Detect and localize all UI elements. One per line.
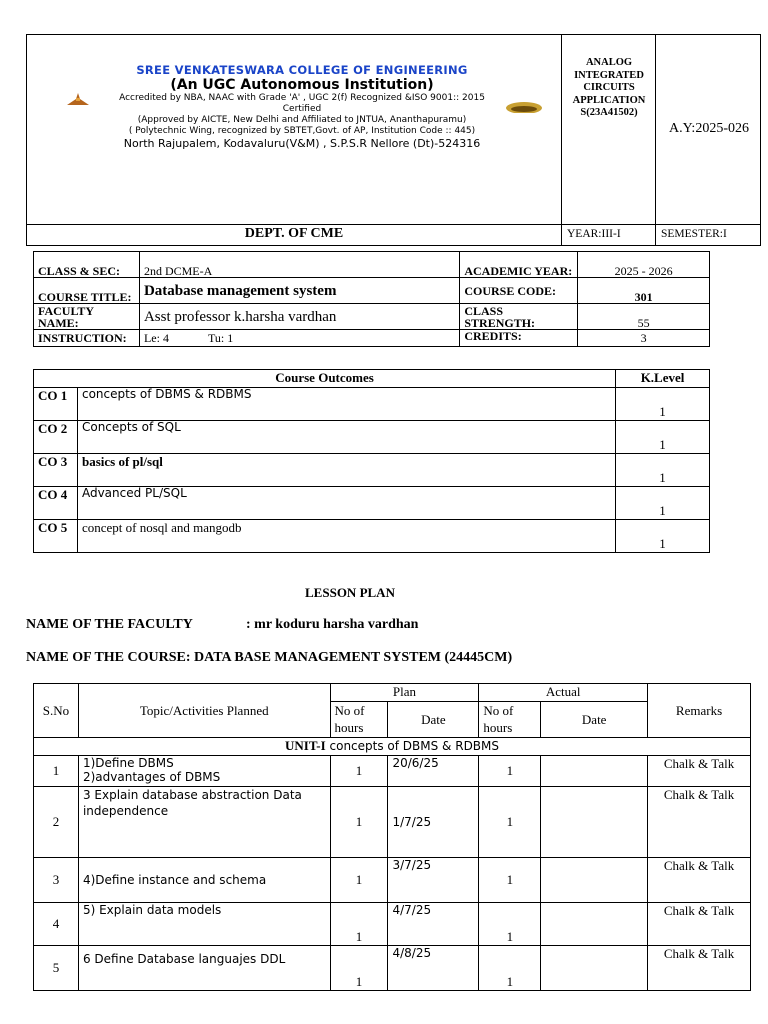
outcome-text: concepts of DBMS & RDBMS <box>77 388 615 421</box>
row-topic: 1)Define DBMS 2)advantages of DBMS <box>78 756 330 787</box>
outcome-text: Concepts of SQL <box>77 421 615 454</box>
table-row <box>34 756 751 787</box>
faculty-line-value: : mr koduru harsha vardhan <box>246 617 419 632</box>
row-topic: 3 Explain database abstraction Data independence <box>78 787 330 858</box>
outcome-level: 1 <box>616 454 710 487</box>
outcome-code: CO 5 <box>34 520 78 553</box>
accreditation: Accredited by NBA, NAAC with Grade 'A' , UGC 2(f) Recognized &ISO 9001:: 2015 Certified <box>119 93 485 114</box>
row-actual-hours: 1 <box>479 787 541 858</box>
row-topic: 5) Explain data models <box>78 903 330 946</box>
table-row <box>34 787 751 858</box>
outcome-text: concept of nosql and mangodb <box>77 520 615 553</box>
row-plan-date: 3/7/25 <box>388 858 479 903</box>
credits-value: 3 <box>578 330 710 347</box>
row-actual-date <box>541 946 648 991</box>
outcome-code: CO 3 <box>34 454 78 487</box>
course-outcomes-table <box>33 369 710 553</box>
row-actual-date <box>541 858 648 903</box>
course-line: NAME OF THE COURSE: DATA BASE MANAGEMENT SYSTEM (24445CM) <box>26 650 513 665</box>
row-remarks: Chalk & Talk <box>648 756 751 787</box>
remarks-header: Remarks <box>648 684 751 738</box>
instruction-label: INSTRUCTION: <box>34 330 140 347</box>
unit-title: concepts of DBMS & RDBMS <box>325 739 500 753</box>
class-sec-label: CLASS & SEC: <box>34 252 140 278</box>
row-plan-date: 20/6/25 <box>388 756 479 787</box>
row-plan-hours: 1 <box>330 946 388 991</box>
college-address: North Rajupalem, Kodavaluru(V&M) , S.P.S.R Nellore (Dt)-524316 <box>123 137 481 150</box>
outcome-row <box>34 421 710 454</box>
outcome-row <box>34 520 710 553</box>
outcome-row <box>34 487 710 520</box>
row-actual-date <box>541 903 648 946</box>
faculty-name-label: FACULTY NAME: <box>34 304 140 330</box>
outcome-code: CO 1 <box>34 388 78 421</box>
class-sec-value: 2nd DCME-A <box>139 252 459 278</box>
approval: (Approved by AICTE, New Delhi and Affiliated to JNTUA, Ananthapuramu) <box>137 115 467 125</box>
row-actual-hours: 1 <box>479 756 541 787</box>
row-remarks: Chalk & Talk <box>648 903 751 946</box>
lecture-hours: Le: 4 <box>143 331 169 345</box>
outcome-row <box>34 454 710 487</box>
row-plan-hours: 1 <box>330 756 388 787</box>
outcome-code: CO 4 <box>34 487 78 520</box>
row-plan-date: 4/7/25 <box>388 903 479 946</box>
outcome-text: Advanced PL/SQL <box>77 487 615 520</box>
row-plan-hours: 1 <box>330 903 388 946</box>
class-strength-label: CLASS STRENGTH: <box>460 304 578 330</box>
course-code-value: 301 <box>578 278 710 304</box>
sno-header: S.No <box>34 684 79 738</box>
polytechnic-note: ( Polytechnic Wing, recognized by SBTET,Govt. of AP, Institution Code :: 445) <box>128 126 476 136</box>
row-actual-date <box>541 787 648 858</box>
unit-heading <box>34 738 751 756</box>
lesson-plan-table <box>33 683 751 991</box>
row-sno: 3 <box>34 858 79 903</box>
outcome-code: CO 2 <box>34 421 78 454</box>
row-sno: 1 <box>34 756 79 787</box>
outcome-text: basics of pl/sql <box>77 454 615 487</box>
plan-hours-header: No of hours <box>330 702 388 738</box>
row-actual-date <box>541 756 648 787</box>
table-row <box>34 858 751 903</box>
outcome-level: 1 <box>616 520 710 553</box>
row-sno: 2 <box>34 787 79 858</box>
academic-year-label: ACADEMIC YEAR: <box>460 252 578 278</box>
row-topic: 6 Define Database languajes DDL <box>78 946 330 991</box>
outcome-level: 1 <box>616 388 710 421</box>
table-row <box>34 903 751 946</box>
faculty-name-value: Asst professor k.harsha vardhan <box>139 304 459 330</box>
row-plan-hours: 1 <box>330 787 388 858</box>
row-remarks: Chalk & Talk <box>648 787 751 858</box>
topic-header: Topic/Activities Planned <box>78 684 330 738</box>
outcome-level: 1 <box>616 421 710 454</box>
row-remarks: Chalk & Talk <box>648 858 751 903</box>
row-topic: 4)Define instance and schema <box>78 858 330 903</box>
college-logo-icon <box>65 93 91 107</box>
course-title-label: COURSE TITLE: <box>34 278 140 304</box>
course-outcomes-header: Course Outcomes <box>34 370 616 388</box>
college-info <box>117 63 487 151</box>
k-level-header: K.Level <box>616 370 710 388</box>
actual-date-header: Date <box>541 702 648 738</box>
actual-header: Actual <box>479 684 648 702</box>
row-plan-date: 4/8/25 <box>388 946 479 991</box>
table-row <box>34 946 751 991</box>
faculty-line-label: NAME OF THE FACULTY <box>26 617 193 632</box>
accreditation-seal-icon <box>505 101 543 113</box>
row-remarks: Chalk & Talk <box>648 946 751 991</box>
college-name: SREE VENKATESWARA COLLEGE OF ENGINEERING <box>136 63 468 77</box>
credits-label: CREDITS: <box>460 330 578 347</box>
class-info-table <box>33 251 710 347</box>
row-sno: 4 <box>34 903 79 946</box>
plan-header: Plan <box>330 684 479 702</box>
outcome-row <box>34 388 710 421</box>
row-plan-hours: 1 <box>330 858 388 903</box>
tutorial-hours: Tu: 1 <box>207 331 234 345</box>
subject-title: ANALOG INTEGRATED CIRCUITS APPLICATION S(23A41502) <box>572 57 646 118</box>
row-sno: 5 <box>34 946 79 991</box>
row-actual-hours: 1 <box>479 858 541 903</box>
row-actual-hours: 1 <box>479 946 541 991</box>
department: DEPT. OF CME <box>244 226 344 241</box>
college-header <box>26 34 761 246</box>
unit-label: UNIT-I <box>284 738 326 753</box>
actual-hours-header: No of hours <box>479 702 541 738</box>
semester: SEMESTER:I <box>661 228 727 240</box>
year: YEAR:III-I <box>567 228 621 240</box>
instruction-value <box>139 330 459 347</box>
academic-year-value: 2025 - 2026 <box>578 252 710 278</box>
outcome-level: 1 <box>616 487 710 520</box>
row-plan-date: 1/7/25 <box>388 787 479 858</box>
plan-date-header: Date <box>388 702 479 738</box>
row-actual-hours: 1 <box>479 903 541 946</box>
lesson-plan-title: LESSON PLAN <box>305 585 395 600</box>
course-code-label: COURSE CODE: <box>460 278 578 304</box>
class-strength-value: 55 <box>578 304 710 330</box>
course-title-value: Database management system <box>139 278 459 304</box>
ugc-line: (An UGC Autonomous Institution) <box>170 77 434 93</box>
academic-year: A.Y:2025-026 <box>669 121 749 136</box>
